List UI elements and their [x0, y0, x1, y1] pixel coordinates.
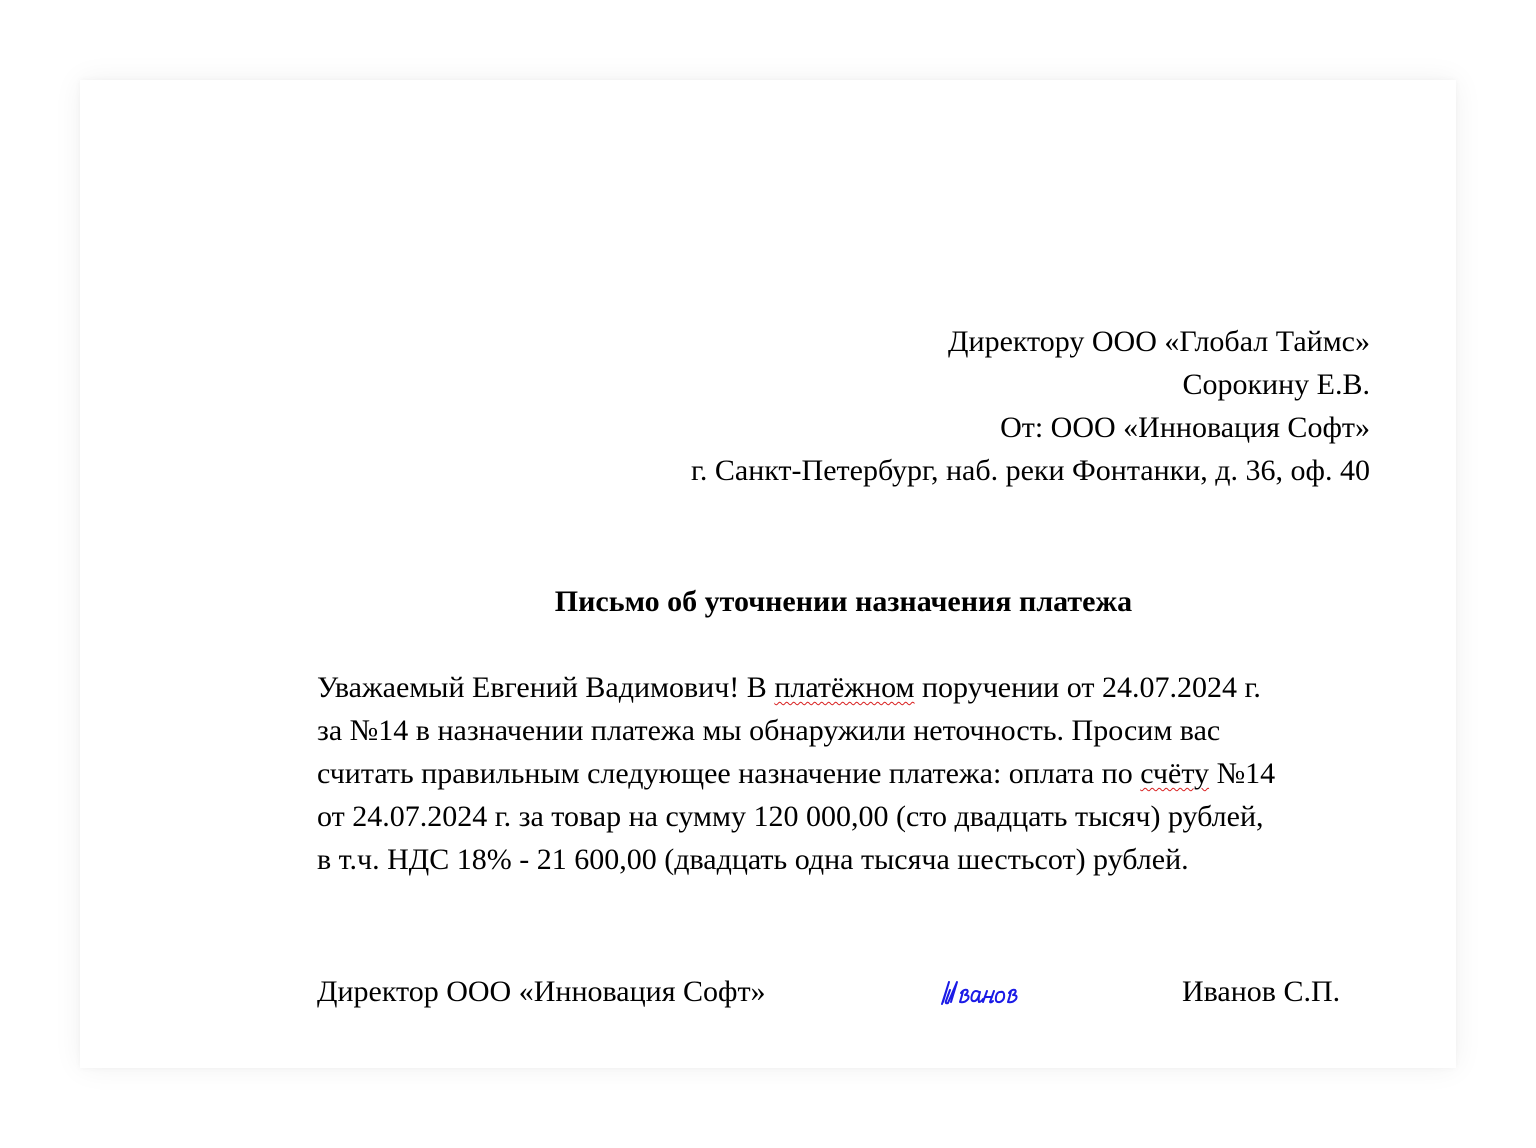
body-line [317, 666, 1377, 709]
body-text: Уважаемый Евгений Вадимович! В [317, 671, 775, 704]
addressee-line: Директору ООО «Глобал Таймс» [948, 325, 1370, 358]
sender-line: От: ООО «Инновация Софт» [1000, 411, 1370, 444]
body-text: считать правильным следующее назначение платежа: оплата по [317, 757, 1141, 790]
addressee-block [691, 320, 1370, 492]
body-line: за №14 в назначении платежа мы обнаружили неточность. Просим вас [317, 714, 1221, 747]
addressee-line: Сорокину Е.В. [1182, 368, 1370, 401]
document-page [80, 80, 1456, 1068]
misspelled-word[interactable]: платёжном [774, 671, 915, 704]
body-text: поручении от 24.07.2024 г. [914, 671, 1261, 704]
signatory-position: Директор ООО «Инновация Софт» [317, 975, 766, 1008]
body-line: в т.ч. НДС 18% - 21 600,00 (двадцать одна тысяча шестьсот) рублей. [317, 843, 1189, 876]
handwritten-signature [937, 970, 1047, 1013]
signatory-name: Иванов С.П. [1182, 975, 1341, 1008]
letter-title: Письмо об уточнении назначения платежа [554, 585, 1133, 618]
sender-address-line: г. Санкт-Петербург, наб. реки Фонтанки, д. 36, оф. 40 [690, 454, 1370, 487]
signature-row [317, 970, 1370, 1013]
body-text: №14 [1209, 757, 1276, 790]
misspelled-word[interactable]: счёту [1140, 757, 1210, 790]
body-line: от 24.07.2024 г. за товар на сумму 120 000,00 (сто двадцать тысяч) рублей, [317, 800, 1264, 833]
body-line [317, 752, 1377, 795]
letter-body [317, 666, 1377, 881]
